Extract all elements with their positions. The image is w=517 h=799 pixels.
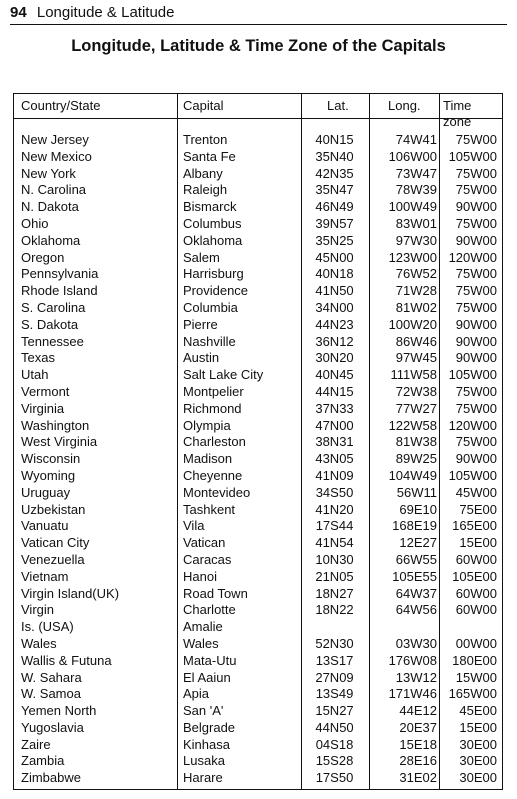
cell-country: Virginia — [21, 400, 65, 416]
cell-long: 106W00 — [388, 148, 437, 164]
cell-country: S. Dakota — [21, 316, 79, 332]
table-row — [14, 653, 502, 670]
cell-lat: 15N27 — [315, 703, 354, 719]
cell-lat: 30N20 — [315, 350, 354, 366]
cell-timezone: 45W00 — [455, 484, 497, 500]
cell-country: Utah — [21, 367, 49, 383]
cell-lat: 04S18 — [315, 736, 354, 752]
cell-country: Is. (USA) — [21, 619, 74, 635]
cell-long: 97W45 — [395, 350, 437, 366]
cell-capital: Harare — [183, 770, 223, 786]
cell-capital: Apia — [183, 686, 210, 702]
cell-lat: 37N33 — [315, 400, 354, 416]
table-row — [14, 569, 502, 586]
cell-lat: 17S50 — [315, 770, 354, 786]
table-row — [14, 283, 502, 300]
cell-capital: Oklahoma — [183, 232, 243, 248]
cell-timezone: 75W00 — [455, 400, 497, 416]
cell-long: 73W47 — [395, 165, 437, 181]
cell-timezone: 75W00 — [455, 215, 497, 231]
table-row — [14, 250, 502, 267]
cell-timezone: 90W00 — [455, 350, 497, 366]
cell-timezone: 120W00 — [448, 417, 497, 433]
cell-long: 86W46 — [395, 333, 437, 349]
cell-country: Virgin — [21, 602, 55, 618]
cell-timezone: 105W00 — [448, 148, 497, 164]
cell-capital: Olympia — [183, 417, 231, 433]
capitals-table — [13, 93, 503, 790]
cell-country: N. Carolina — [21, 182, 87, 198]
table-row — [14, 686, 502, 703]
cell-long: 78W39 — [395, 182, 437, 198]
cell-lat: 39N57 — [315, 215, 354, 231]
cell-country: New Mexico — [21, 148, 92, 164]
cell-lat: 44N15 — [315, 383, 354, 399]
cell-long: 12E27 — [399, 535, 437, 551]
cell-long: 72W38 — [395, 383, 437, 399]
table-row — [14, 367, 502, 384]
cell-lat: 46N49 — [315, 199, 354, 215]
cell-capital: San 'A' — [183, 703, 224, 719]
cell-capital: Austin — [183, 350, 220, 366]
cell-country: Uzbekistan — [21, 501, 86, 517]
cell-timezone: 165W00 — [448, 686, 497, 702]
cell-long: 74W41 — [395, 132, 437, 147]
table-row — [14, 703, 502, 720]
cell-country: Zaire — [21, 736, 51, 752]
table-row — [14, 233, 502, 250]
cell-timezone: 15E00 — [459, 535, 497, 551]
cell-lat: 27N09 — [315, 669, 354, 685]
cell-capital: Raleigh — [183, 182, 228, 198]
table-row — [14, 401, 502, 418]
page-number: 94 — [10, 4, 27, 21]
table-row — [14, 535, 502, 552]
table-row — [14, 670, 502, 687]
cell-capital: Tashkent — [183, 501, 236, 517]
cell-timezone: 30E00 — [459, 753, 497, 769]
cell-capital: Caracas — [183, 551, 232, 567]
cell-lat: 35N25 — [315, 232, 354, 248]
cell-lat: 41N20 — [315, 501, 354, 517]
cell-timezone: 165E00 — [452, 518, 497, 534]
section-title: Longitude & Latitude — [36, 4, 175, 21]
cell-timezone: 120W00 — [448, 249, 497, 265]
cell-capital: Hanoi — [183, 568, 217, 584]
table-row — [14, 434, 502, 451]
cell-timezone: 30E00 — [459, 736, 497, 752]
cell-country: Vatican City — [21, 535, 90, 551]
cell-lat: 42N35 — [315, 165, 354, 181]
page-title: Longitude, Latitude & Time Zone of the Capitals — [71, 37, 446, 55]
cell-lat: 45N00 — [315, 249, 354, 265]
table-row — [14, 636, 502, 653]
cell-country: Rhode Island — [21, 283, 98, 299]
cell-country: W. Sahara — [21, 669, 82, 685]
cell-capital: Cheyenne — [183, 467, 243, 483]
table-row — [14, 737, 502, 754]
cell-lat: 21N05 — [315, 568, 354, 584]
cell-country: Uruguay — [21, 484, 71, 500]
table-row — [14, 753, 502, 770]
table-row — [14, 552, 502, 569]
cell-capital: Salem — [183, 249, 220, 265]
cell-capital: Santa Fe — [183, 148, 236, 164]
cell-timezone: 45E00 — [459, 703, 497, 719]
cell-lat: 40N45 — [315, 367, 354, 383]
cell-capital: Montpelier — [183, 383, 244, 399]
cell-long: 15E18 — [399, 736, 437, 752]
cell-lat: 34S50 — [315, 484, 354, 500]
cell-timezone: 75E00 — [459, 501, 497, 517]
cell-long: 28E16 — [399, 753, 437, 769]
cell-long: 81W02 — [395, 299, 437, 315]
cell-country: Vanuatu — [21, 518, 69, 534]
cell-timezone: 90W00 — [455, 451, 497, 467]
cell-timezone: 15W00 — [455, 669, 497, 685]
cell-timezone: 105E00 — [452, 568, 497, 584]
cell-capital: Albany — [183, 165, 223, 181]
column-header-capital: Capital — [183, 98, 224, 113]
cell-timezone: 75W00 — [455, 165, 497, 181]
cell-country: Washington — [21, 417, 90, 433]
cell-country: Zimbabwe — [21, 770, 81, 786]
cell-long: 13W12 — [395, 669, 437, 685]
cell-timezone: 75W00 — [455, 283, 497, 299]
cell-timezone: 30E00 — [459, 770, 497, 786]
cell-country: S. Carolina — [21, 299, 86, 315]
cell-long: 76W52 — [395, 266, 437, 282]
cell-country: New York — [21, 165, 76, 181]
cell-country: Vermont — [21, 383, 70, 399]
cell-timezone: 105W00 — [448, 367, 497, 383]
cell-long: 77W27 — [395, 400, 437, 416]
cell-long: 44E12 — [399, 703, 437, 719]
table-row — [14, 770, 502, 787]
cell-lat: 43N05 — [315, 451, 354, 467]
column-header-lat: Lat. — [327, 98, 349, 113]
cell-lat: 38N31 — [315, 434, 354, 450]
cell-timezone: 00W00 — [455, 635, 497, 651]
table-row — [14, 518, 502, 535]
cell-timezone: 90W00 — [455, 316, 497, 332]
cell-capital: Amalie — [183, 619, 223, 635]
running-header — [10, 4, 507, 22]
cell-lat: 10N30 — [315, 551, 354, 567]
cell-lat: 17S44 — [315, 518, 354, 534]
cell-lat: 13S17 — [315, 652, 354, 668]
cell-long: 20E37 — [399, 719, 437, 735]
cell-long: 64W37 — [395, 585, 437, 601]
cell-lat: 36N12 — [315, 333, 354, 349]
cell-lat: 15S28 — [315, 753, 354, 769]
table-row — [14, 317, 502, 334]
cell-country: Oklahoma — [21, 232, 81, 248]
table-row — [14, 334, 502, 351]
cell-long: 66W55 — [395, 551, 437, 567]
table-body — [14, 132, 502, 787]
cell-capital: Richmond — [183, 400, 242, 416]
cell-country: Texas — [21, 350, 55, 366]
table-row — [14, 720, 502, 737]
cell-lat: 13S49 — [315, 686, 354, 702]
cell-long: 31E02 — [399, 770, 437, 786]
cell-capital: El Aaiun — [183, 669, 231, 685]
cell-long: 105E55 — [392, 568, 437, 584]
cell-capital: Bismarck — [183, 199, 237, 215]
table-row — [14, 418, 502, 435]
cell-timezone: 75W00 — [455, 299, 497, 315]
table-row — [14, 216, 502, 233]
cell-long: 71W28 — [395, 283, 437, 299]
cell-long: 100W20 — [388, 316, 437, 332]
cell-timezone: 75W00 — [455, 383, 497, 399]
cell-long: 171W46 — [388, 686, 437, 702]
cell-country: Wales — [21, 635, 57, 651]
cell-country: Wallis & Futuna — [21, 652, 112, 668]
cell-long: 97W30 — [395, 232, 437, 248]
cell-timezone: 90W00 — [455, 333, 497, 349]
cell-timezone: 75W00 — [455, 266, 497, 282]
cell-timezone: 60W00 — [455, 602, 497, 618]
table-row — [14, 149, 502, 166]
cell-country: Venezuella — [21, 551, 85, 567]
cell-timezone: 75W00 — [455, 132, 497, 147]
cell-timezone: 75W00 — [455, 182, 497, 198]
cell-long: 104W49 — [388, 467, 437, 483]
cell-country: Pennsylvania — [21, 266, 99, 282]
cell-long: 03W30 — [395, 635, 437, 651]
cell-long: 81W38 — [395, 434, 437, 450]
header-divider — [14, 118, 502, 119]
cell-long: 69E10 — [399, 501, 437, 517]
cell-country: Virgin Island(UK) — [21, 585, 120, 601]
cell-lat: 40N18 — [315, 266, 354, 282]
table-row — [14, 485, 502, 502]
cell-lat: 44N50 — [315, 719, 354, 735]
table-row — [14, 619, 502, 636]
cell-lat: 18N22 — [315, 602, 354, 618]
cell-long: 83W01 — [395, 215, 437, 231]
cell-long: 123W00 — [388, 249, 437, 265]
cell-country: New Jersey — [21, 132, 89, 147]
cell-long: 56W11 — [396, 484, 437, 500]
cell-capital: Mata-Utu — [183, 652, 237, 668]
cell-timezone: 105W00 — [448, 467, 497, 483]
cell-timezone: 90W00 — [455, 199, 497, 215]
cell-long: 111W58 — [390, 367, 437, 383]
cell-timezone: 15E00 — [459, 719, 497, 735]
cell-country: W. Samoa — [21, 686, 81, 702]
cell-capital: Charlotte — [183, 602, 236, 618]
cell-capital: Pierre — [183, 316, 218, 332]
cell-capital: Madison — [183, 451, 233, 467]
cell-lat: 35N47 — [315, 182, 354, 198]
cell-timezone: 90W00 — [455, 232, 497, 248]
table-row — [14, 132, 502, 149]
table-row — [14, 182, 502, 199]
cell-lat: 40N15 — [315, 132, 354, 147]
table-row — [14, 451, 502, 468]
cell-capital: Harrisburg — [183, 266, 244, 282]
table-row — [14, 166, 502, 183]
cell-country: West Virginia — [21, 434, 98, 450]
cell-capital: Charleston — [183, 434, 246, 450]
cell-capital: Providence — [183, 283, 249, 299]
cell-timezone: 60W00 — [455, 551, 497, 567]
cell-country: Vietnam — [21, 568, 69, 584]
cell-long: 176W08 — [388, 652, 437, 668]
cell-long: 122W58 — [388, 417, 437, 433]
cell-country: Tennessee — [21, 333, 84, 349]
cell-country: Wyoming — [21, 467, 76, 483]
cell-long: 64W56 — [395, 602, 437, 618]
cell-capital: Vatican — [183, 535, 226, 551]
cell-country: Wisconsin — [21, 451, 81, 467]
cell-country: Ohio — [21, 215, 49, 231]
cell-lat: 41N50 — [315, 283, 354, 299]
cell-country: Yugoslavia — [21, 719, 84, 735]
cell-country: Oregon — [21, 249, 65, 265]
cell-capital: Columbia — [183, 299, 238, 315]
table-row — [14, 502, 502, 519]
table-row — [14, 468, 502, 485]
cell-lat: 18N27 — [315, 585, 354, 601]
column-header-country: Country/State — [21, 98, 101, 113]
table-row — [14, 266, 502, 283]
cell-capital: Salt Lake City — [183, 367, 264, 383]
cell-lat: 41N09 — [315, 467, 354, 483]
table-row — [14, 350, 502, 367]
cell-timezone: 60W00 — [455, 585, 497, 601]
column-header-long: Long. — [388, 98, 421, 113]
table-row — [14, 300, 502, 317]
cell-capital: Road Town — [183, 585, 248, 601]
cell-capital: Vila — [183, 518, 205, 534]
cell-capital: Wales — [183, 635, 219, 651]
cell-lat: 41N54 — [315, 535, 354, 551]
cell-country: N. Dakota — [21, 199, 79, 215]
cell-lat: 44N23 — [315, 316, 354, 332]
cell-capital: Trenton — [183, 132, 228, 147]
cell-lat: 52N30 — [315, 635, 354, 651]
cell-capital: Kinhasa — [183, 736, 230, 752]
cell-country: Yemen North — [21, 703, 97, 719]
cell-long: 89W25 — [395, 451, 437, 467]
cell-capital: Lusaka — [183, 753, 225, 769]
cell-capital: Montevideo — [183, 484, 251, 500]
column-header-timezone: Time zone — [443, 98, 472, 129]
cell-capital: Columbus — [183, 215, 242, 231]
cell-country: Zambia — [21, 753, 65, 769]
table-row — [14, 384, 502, 401]
cell-long: 100W49 — [388, 199, 437, 215]
table-row — [14, 602, 502, 619]
cell-lat: 47N00 — [315, 417, 354, 433]
table-row — [14, 586, 502, 603]
cell-long: 168E19 — [392, 518, 437, 534]
cell-capital: Belgrade — [183, 719, 236, 735]
header-rule — [10, 24, 507, 25]
cell-capital: Nashville — [183, 333, 236, 349]
table-row — [14, 199, 502, 216]
cell-timezone: 75W00 — [455, 434, 497, 450]
cell-timezone: 180E00 — [452, 652, 497, 668]
cell-lat: 34N00 — [315, 299, 354, 315]
cell-lat: 35N40 — [315, 148, 354, 164]
